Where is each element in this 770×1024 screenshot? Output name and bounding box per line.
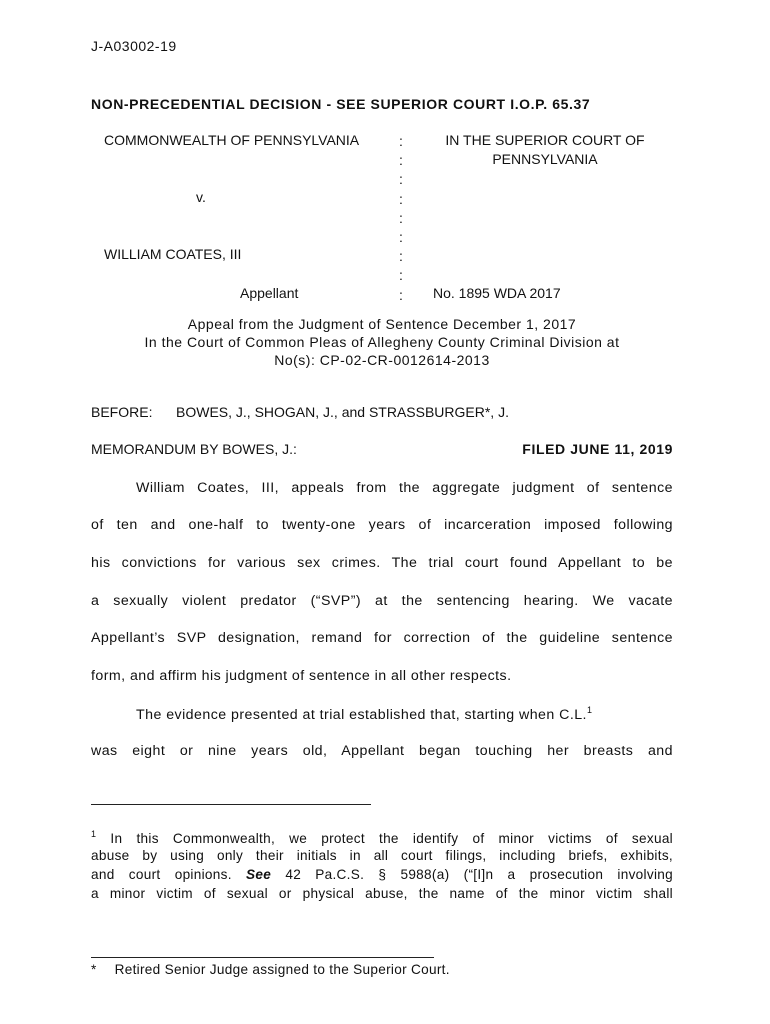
paragraph-line: form, and affirm his judgment of sentence in all other respects. — [91, 668, 512, 684]
memorandum-author: MEMORANDUM BY BOWES, J.: — [91, 441, 297, 457]
caption-divider — [399, 132, 407, 305]
footnote-divider — [91, 804, 371, 805]
footnote-marker: 1 — [91, 829, 97, 839]
docket-id: J-A03002-19 — [91, 38, 177, 54]
footnote-divider — [91, 957, 434, 958]
appeal-line-1: Appeal from the Judgment of Sentence December 1, 2017 — [187, 316, 577, 332]
footnote-text: In this Commonwealth, we protect the identify of minor victims of sexual — [110, 831, 673, 846]
paragraph-line: of ten and one-half to twenty-one years of incarceration imposed following — [91, 517, 673, 533]
judge-footnote — [91, 962, 673, 977]
docket-number: No. 1895 WDA 2017 — [433, 285, 561, 301]
caption-colon: : — [399, 152, 403, 169]
defendant-name: WILLIAM COATES, III — [104, 246, 242, 262]
paragraph-line: was eight or nine years old, Appellant began touching her breasts and — [91, 743, 673, 759]
paragraph-line: William Coates, III, appeals from the aggregate judgment of sentence — [136, 480, 673, 496]
court-name-line1: IN THE SUPERIOR COURT OF — [445, 132, 645, 148]
paragraph-line — [136, 705, 673, 723]
footnote-text: and court opinions. — [91, 867, 232, 882]
plaintiff-name: COMMONWEALTH OF PENNSYLVANIA — [104, 132, 360, 148]
paragraph-line: his convictions for various sex crimes. The trial court found Appellant to be — [91, 555, 673, 571]
caption-colon: : — [399, 286, 403, 303]
panel-judges: BOWES, J., SHOGAN, J., and STRASSBURGER*, J. — [176, 404, 509, 420]
before-label: BEFORE: — [91, 404, 153, 420]
footnote-text: Retired Senior Judge assigned to the Superior Court. — [114, 962, 450, 977]
court-name-line2: PENNSYLVANIA — [492, 151, 598, 167]
paragraph-line: a sexually violent predator (“SVP”) at the sentencing hearing. We vacate — [91, 593, 673, 609]
caption-colon: : — [399, 171, 403, 188]
non-precedential-notice: NON-PRECEDENTIAL DECISION - SEE SUPERIOR COURT I.O.P. 65.37 — [91, 96, 591, 112]
caption-colon: : — [399, 267, 403, 284]
footnote-ref-1[interactable]: 1 — [586, 705, 593, 715]
caption-colon: : — [399, 190, 403, 207]
paragraph-text: The evidence presented at trial established that, starting when C.L. — [136, 707, 587, 723]
appeal-line-2: In the Court of Common Pleas of Allegheny County Criminal Division at — [144, 334, 620, 350]
caption-colon: : — [399, 248, 403, 265]
filed-date: FILED JUNE 11, 2019 — [522, 441, 673, 457]
star-marker: * — [91, 962, 97, 977]
footnote-line — [91, 829, 673, 846]
footnote-line: a minor victim of sexual or physical abuse, the name of the minor victim shall — [91, 886, 673, 901]
versus-label: v. — [196, 189, 206, 205]
citation-signal: See — [246, 867, 272, 882]
footnote-line: abuse by using only their initials in all court filings, including briefs, exhibits, — [91, 848, 673, 863]
footnote-text: 42 Pa.C.S. § 5988(a) (“[I]n a prosecution involving — [285, 867, 673, 882]
caption-colon: : — [399, 133, 403, 149]
caption-colon: : — [399, 228, 403, 245]
appeal-line-3: No(s): CP-02-CR-0012614-2013 — [274, 352, 490, 368]
caption-colon: : — [399, 209, 403, 226]
defendant-role: Appellant — [240, 285, 299, 301]
footnote-line — [91, 867, 673, 882]
paragraph-line: Appellant’s SVP designation, remand for correction of the guideline sentence — [91, 630, 673, 646]
